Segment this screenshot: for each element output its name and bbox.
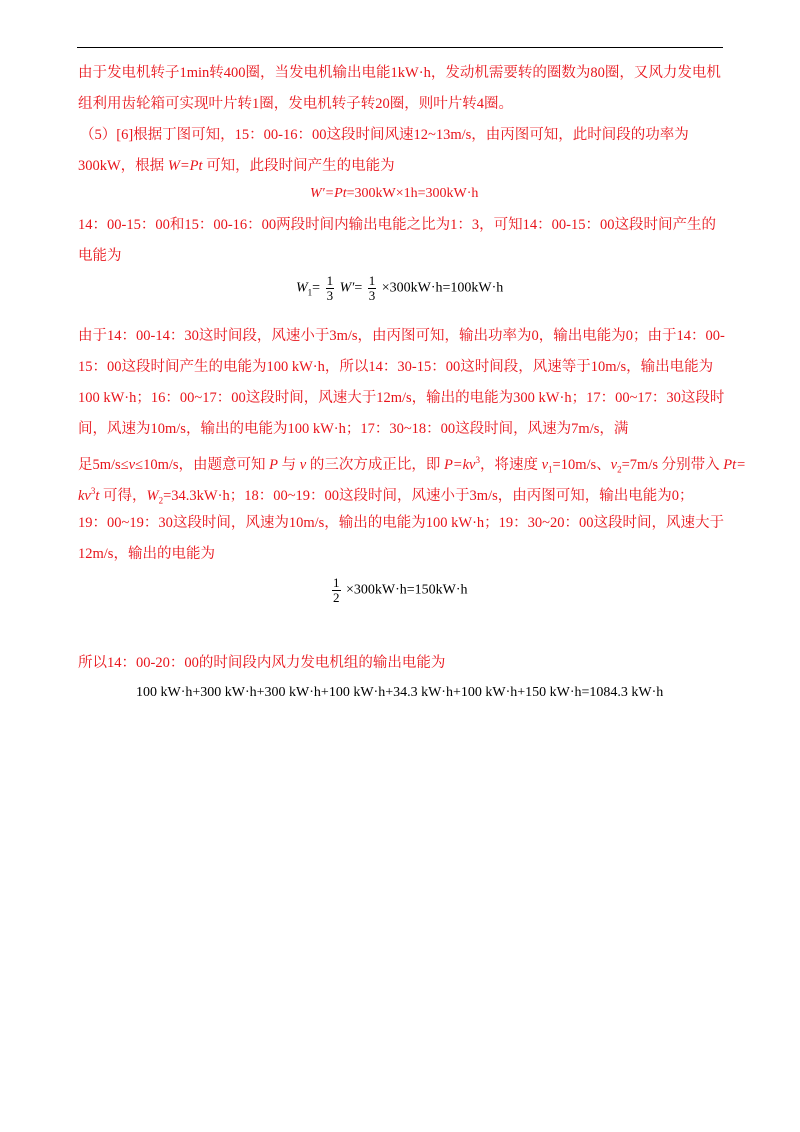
text-line: 由于14：00-14：30这时间段，风速小于3m/s，由丙图可知，输出功率为0，输出电能为0；由于14：00-	[78, 328, 725, 344]
text-line: 300kW，根据 W=Pt 可知，此段时间产生的电能为	[78, 158, 395, 174]
text-line: 电能为	[78, 248, 122, 264]
equation-total: 100 kW·h+300 kW·h+300 kW·h+100 kW·h+34.3 kW·h+100 kW·h+150 kW·h=1084.3 kW·h	[136, 685, 664, 700]
text-line: 所以14：00-20：00的时间段内风力发电机组的输出电能为	[78, 655, 446, 671]
fraction: $\frac{1}{3}$	[326, 273, 334, 303]
equation-half-hour: $\frac{1}{2}$ ×300kW·h=150kW·h	[333, 575, 468, 605]
text-line: 组利用齿轮箱可实现叶片转1圈，发电机转子转20圈，则叶片转4圈。	[78, 96, 513, 112]
text-line: $kv^3t$ 可得，$W_2=34.3kW\cdot h$；18：00~19：00这段时间，风速小于3m/s，由丙图可知，输出电能为0；	[78, 486, 694, 506]
text-line: 间，风速为10m/s，输出的电能为100 kW·h；17：30~18：00这段时间，风速为7m/s，满	[78, 421, 629, 437]
text-line: 由于发电机转子1min转400圈，当发电机输出电能1kW·h，发动机需要转的圈数为80圈，又风力发电机	[78, 65, 721, 81]
fraction: $\frac{1}{3}$	[368, 273, 376, 303]
fraction: $\frac{1}{2}$	[333, 575, 340, 605]
text-line: 15：00这段时间产生的电能为100 kW·h，所以14：30-15：00这时间段，风速等于10m/s，输出电能为	[78, 359, 714, 375]
text-line: 19：00~19：30这段时间，风速为10m/s，输出的电能为100 kW·h；19：30~20：00这段时间，风速大于	[78, 515, 725, 531]
equation-w1: $W_1=$ $\frac{1}{3}$ W′= $\frac{1}{3}$ ×300kW·h=100kW·h	[296, 273, 504, 303]
text-line: 100 kW·h；16：00~17：00这段时间，风速大于12m/s，输出的电能为300 kW·h；17：00~17：30这段时	[78, 390, 725, 406]
header-rule	[77, 47, 723, 48]
text-line: 足5m/s≤v≤10m/s，由题意可知 P 与 v 的三次方成正比，即 $P=kv^3$，将速度 $v_1=10m/s$、$v_2=7m/s$ 分别带入 Pt=	[78, 455, 746, 475]
text-line: （5）[6]根据丁图可知，15：00-16：00这段时间风速12~13m/s，由丙图可知，此时间段的功率为	[80, 127, 689, 143]
text-line: 14：00-15：00和15：00-16：00两段时间内输出电能之比为1：3，可知14：00-15：00这段时间产生的	[78, 217, 716, 233]
equation-energy-period: W′=Pt=300kW×1h=300kW·h	[310, 186, 479, 201]
text-line: 12m/s，输出的电能为	[78, 546, 215, 562]
